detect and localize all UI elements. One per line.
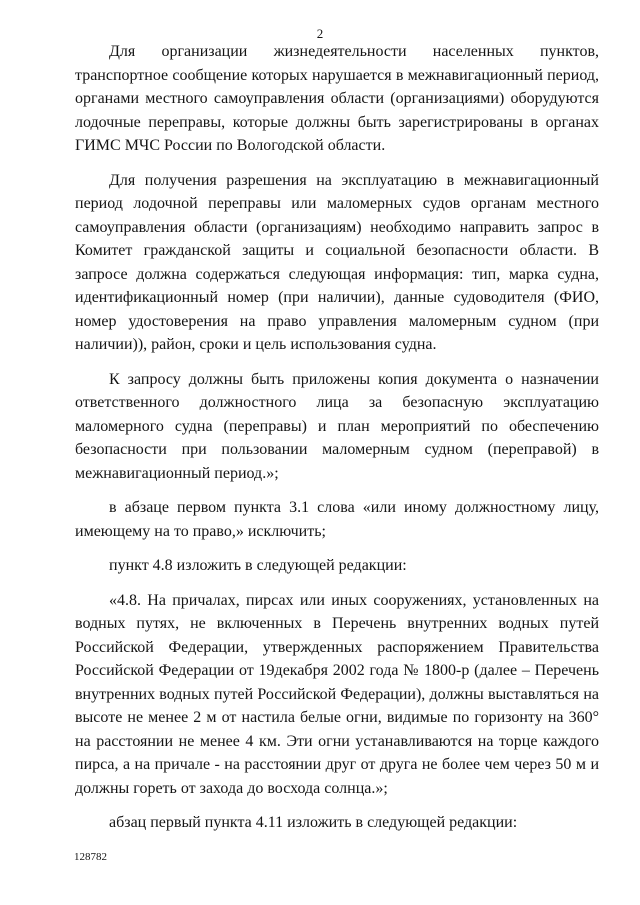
- paragraph-boat-crossings: Для организации жизнедеятельности населенных пунктов, транспортное сообщение которых нарушается в межнавигационный период, органами местного самоуправления области (организациями) оборудуются лодочные переправы, которые должны быть зарегистрированы в органах ГИМС МЧС России по Вологодской области.: [75, 43, 599, 154]
- paragraph-permission-request: Для получения разрешения на эксплуатацию в межнавигационный период лодочной переправы или маломерных судов органам местного самоуправления области (организациям) необходимо направить запрос в Комитет гражданской защиты и социальной безопасности области. В запросе должна содержаться следующая информация: тип, марка судна, идентификационный номер (при наличии), данные судоводителя (ФИО, номер удостоверения на право управления маломерным судном (при наличии)), район, сроки и цель использования судна.: [75, 171, 599, 353]
- paragraph-amendment-3-1: в абзаце первом пункта 3.1 слова «или иному должностному лицу, имеющему на то право,» исключить;: [75, 499, 599, 540]
- page-number: 2: [316, 26, 324, 41]
- document-body: [75, 40, 599, 835]
- paragraph-request-attachments: К запросу должны быть приложены копия документа о назначении ответственного должностного лица за безопасную эксплуатацию маломерного судна (переправы) и план мероприятий по обеспечению безопасности при пользовании маломерным судном (переправой) в межнавигационный период.»;: [75, 370, 599, 482]
- document-code: 128782: [74, 851, 107, 863]
- paragraph-clause-4-8: «4.8. На причалах, пирсах или иных сооружениях, установленных на водных путях, не включенных в Перечень внутренних водных путей Российской Федерации, утвержденных распоряжением Правительства Российской Федерации от 19декабря 2002 года № 1800-р (далее – Перечень внутренних водных путей Российской Федерации), должны выставляться на высоте не менее 2 м от настила белые огни, видимые по горизонту на 360° на расстоянии не менее 4 км. Эти огни устанавливаются на торце каждого пирса, а на причале - на расстоянии друг от друга не более чем через 50 м и должны гореть от захода до восхода солнца.»;: [75, 591, 599, 797]
- paragraph-amendment-4-11-intro: абзац первый пункта 4.11 изложить в следующей редакции:: [109, 814, 518, 831]
- paragraph-amendment-4-8-intro: пункт 4.8 изложить в следующей редакции:: [109, 557, 407, 574]
